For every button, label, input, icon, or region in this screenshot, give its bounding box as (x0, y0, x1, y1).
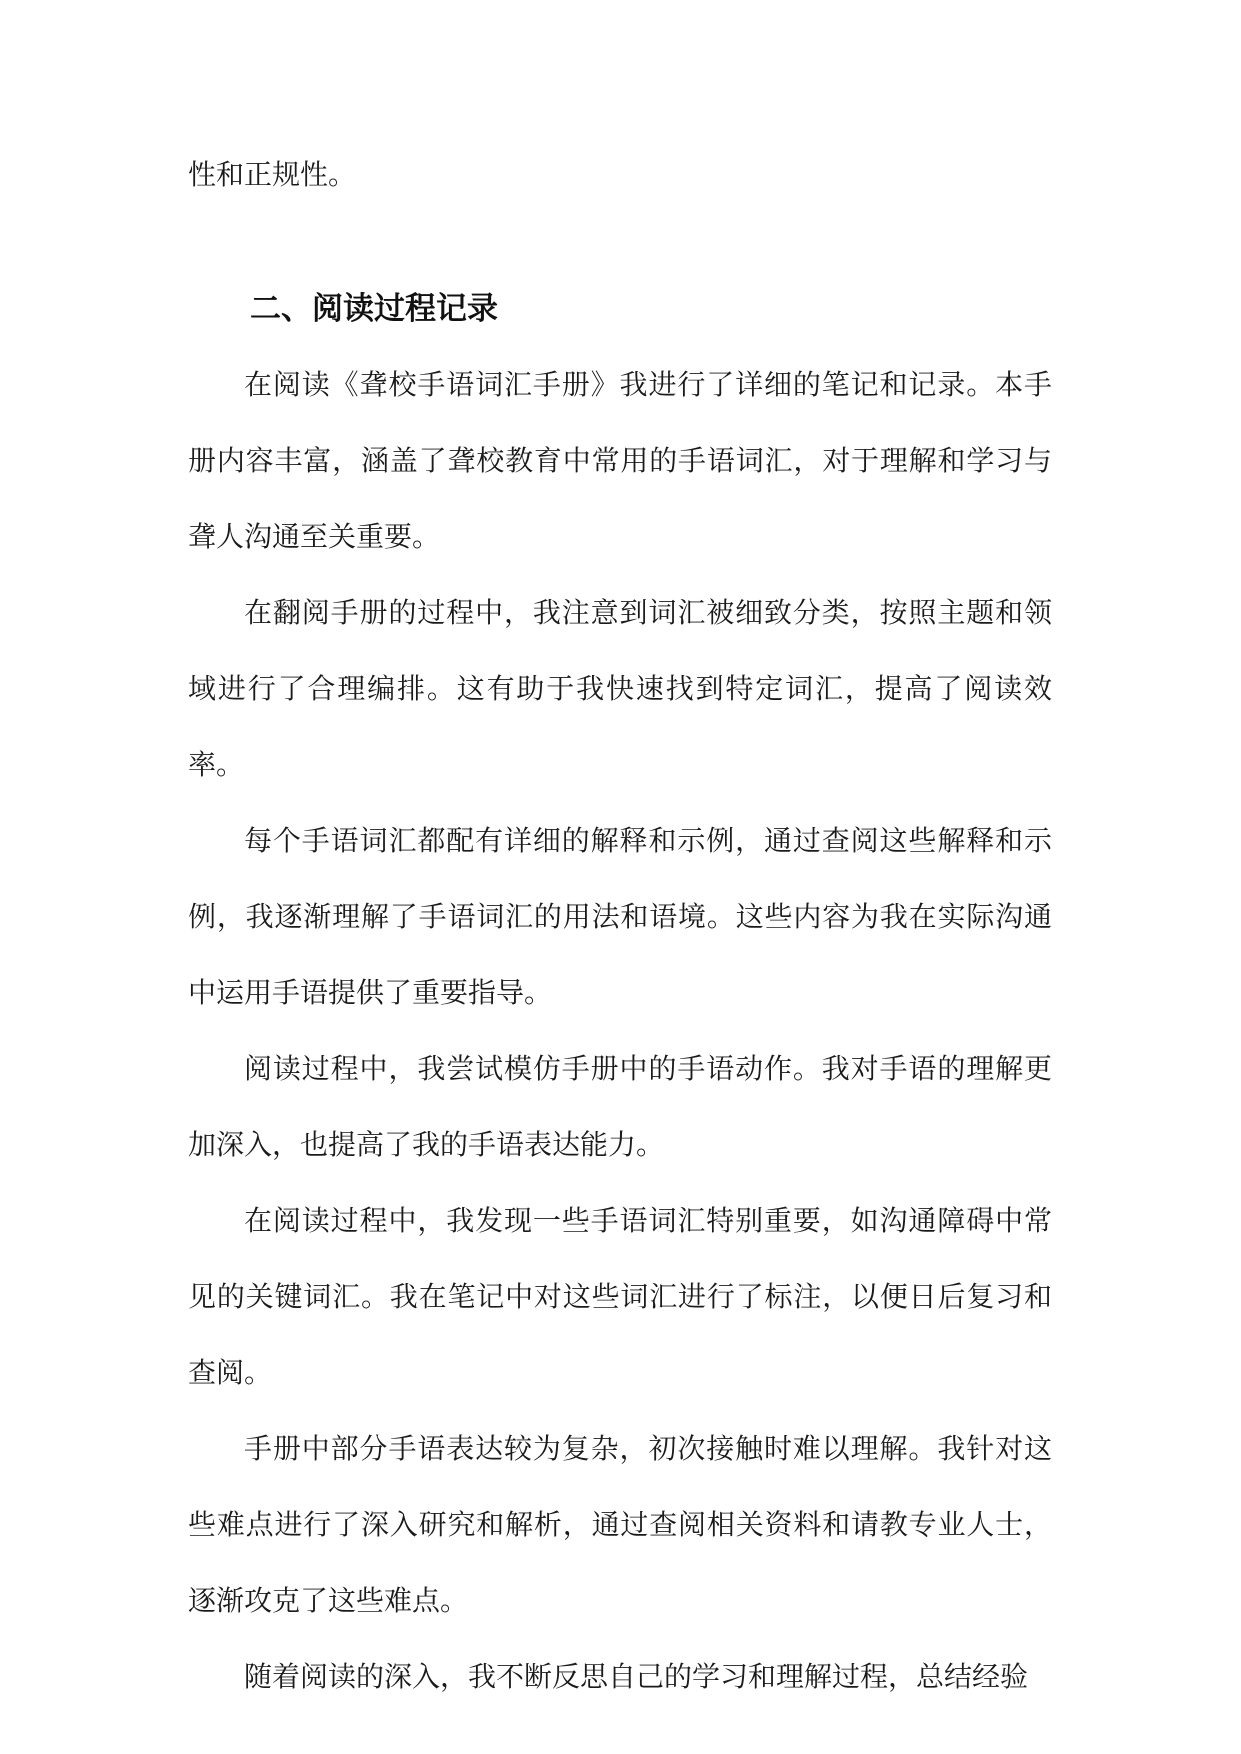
document-body (188, 137, 1052, 1715)
lead-paragraph: 性和正规性。 (188, 158, 357, 191)
paragraph: 手册中部分手语表达较为复杂，初次接触时难以理解。我针对这些难点进行了深入研究和解析，通过查阅相关资料和请教专业人士，逐渐攻克了这些难点。 (188, 1432, 1052, 1617)
paragraph: 每个手语词汇都配有详细的解释和示例，通过查阅这些解释和示例，我逐渐理解了手语词汇的用法和语境。这些内容为我在实际沟通中运用手语提供了重要指导。 (188, 824, 1052, 1009)
paragraph: 在翻阅手册的过程中，我注意到词汇被细致分类，按照主题和领域进行了合理编排。这有助于我快速找到特定词汇，提高了阅读效率。 (188, 596, 1052, 781)
paragraph: 随着阅读的深入，我不断反思自己的学习和理解过程，总结经验 (244, 1660, 1029, 1693)
paragraph: 阅读过程中，我尝试模仿手册中的手语动作。我对手语的理解更加深入，也提高了我的手语表达能力。 (188, 1052, 1052, 1161)
section-heading: 二、阅读过程记录 (250, 291, 498, 327)
paragraph: 在阅读《聋校手语词汇手册》我进行了详细的笔记和记录。本手册内容丰富，涵盖了聋校教育中常用的手语词汇，对于理解和学习与聋人沟通至关重要。 (188, 368, 1052, 553)
paragraph: 在阅读过程中，我发现一些手语词汇特别重要，如沟通障碍中常见的关键词汇。我在笔记中对这些词汇进行了标注，以便日后复习和查阅。 (188, 1204, 1052, 1389)
